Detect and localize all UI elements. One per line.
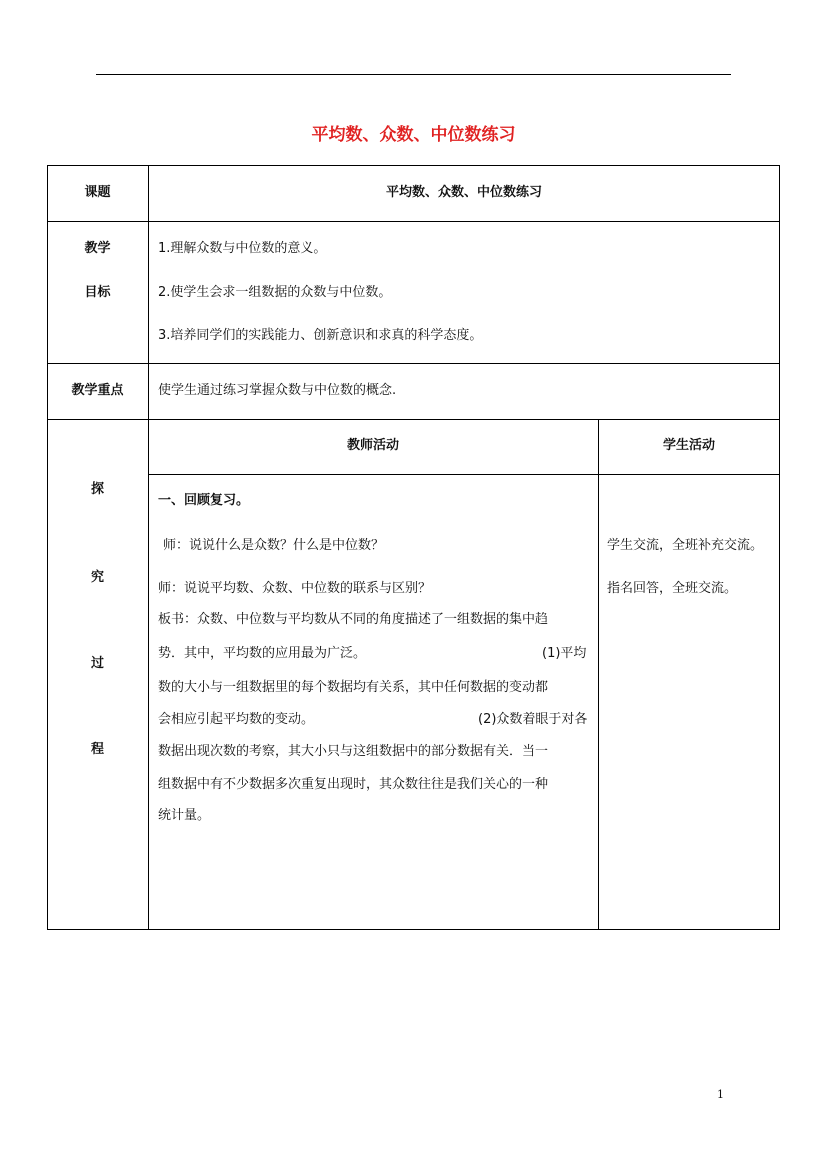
header-rule (96, 74, 731, 75)
board-note-line: 板书：众数、中位数与平均数从不同的角度描述了一组数据的集中趋 (158, 612, 549, 627)
board-note-line: 组数据中有不少数据多次重复出现时，其众数往往是我们关心的一种 (158, 777, 549, 792)
document-title: 平均数、众数、中位数练习 (311, 125, 516, 145)
table-activity-divider (598, 419, 599, 930)
table-border-right (779, 165, 780, 930)
page-number: 1 (717, 1088, 724, 1101)
process-label-char: 程 (90, 742, 104, 757)
process-label-char: 过 (90, 656, 104, 671)
process-label-char: 究 (90, 570, 104, 585)
goal-item: 2.使学生会求一组数据的众数与中位数。 (158, 285, 392, 300)
table-border-top (47, 165, 780, 166)
board-note-line: (2)众数着眼于对各 (478, 712, 588, 727)
focus-value: 使学生通过练习掌握众数与中位数的概念. (158, 383, 397, 398)
goals-label-line2: 目标 (84, 285, 111, 300)
table-row-divider (47, 221, 780, 222)
process-label-char: 探 (90, 482, 104, 497)
table-border-bottom (47, 929, 780, 930)
student-activity-item: 学生交流，全班补充交流。 (607, 538, 764, 553)
board-note-line: (1)平均 (542, 646, 587, 661)
teacher-question: 师：说说平均数、众数、中位数的联系与区别？ (158, 581, 432, 596)
focus-label: 教学重点 (71, 383, 124, 398)
board-note-line: 统计量。 (158, 808, 211, 823)
goals-label-line1: 教学 (84, 241, 111, 256)
teacher-question: 师：说说什么是众数？什么是中位数？ (163, 538, 385, 553)
board-note-line: 会相应引起平均数的变动。 (158, 712, 315, 727)
topic-value: 平均数、众数、中位数练习 (385, 185, 542, 200)
table-border-left (47, 165, 48, 930)
board-note-line: 势．其中，平均数的应用最为广泛。 (158, 646, 367, 661)
topic-label: 课题 (84, 185, 111, 200)
student-activity-header: 学生活动 (662, 438, 715, 453)
table-row-divider (47, 419, 780, 420)
table-subheader-divider (148, 474, 780, 475)
goal-item: 3.培养同学们的实践能力、创新意识和求真的科学态度。 (158, 328, 483, 343)
table-column-divider (148, 165, 149, 930)
goal-item: 1.理解众数与中位数的意义。 (158, 241, 327, 256)
board-note-line: 数的大小与一组数据里的每个数据均有关系，其中任何数据的变动都 (158, 680, 549, 695)
lesson-plan-table (47, 165, 780, 930)
board-note-line: 数据出现次数的考察，其大小只与这组数据中的部分数据有关．当一 (158, 744, 549, 759)
student-activity-item: 指名回答，全班交流。 (607, 581, 738, 596)
teacher-activity-header: 教师活动 (346, 438, 399, 453)
review-section-heading: 一、回顾复习。 (158, 493, 250, 508)
table-row-divider (47, 363, 780, 364)
